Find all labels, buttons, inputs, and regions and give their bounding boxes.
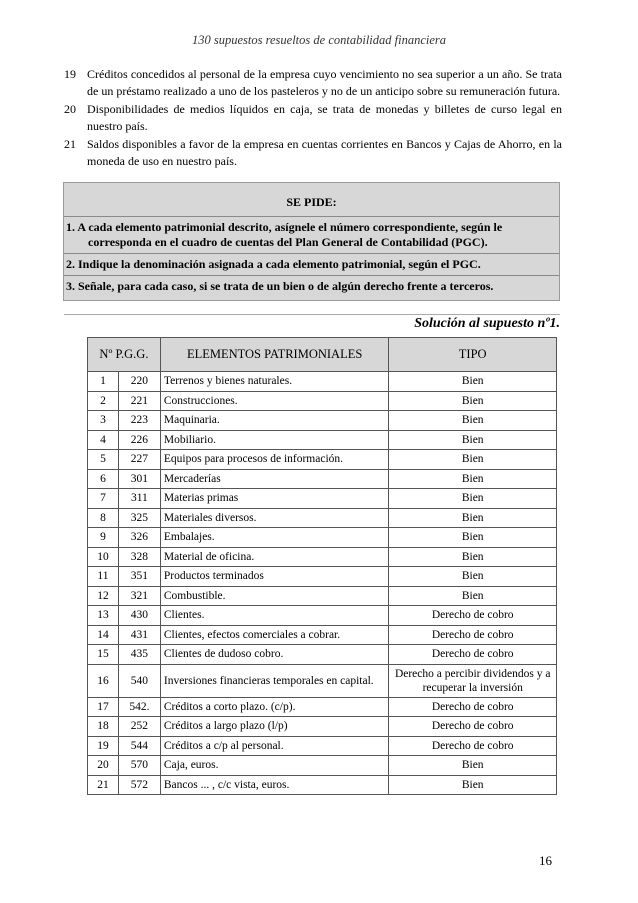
row-number: 1 (88, 372, 119, 392)
pgg-code: 328 (118, 547, 160, 567)
element-type: Bien (389, 508, 557, 528)
list-item (64, 101, 562, 134)
pgg-code: 223 (118, 411, 160, 431)
row-number: 17 (88, 697, 119, 717)
row-number: 8 (88, 508, 119, 528)
header-tipo: TIPO (389, 338, 557, 372)
page-number: 16 (539, 853, 552, 868)
table-row (88, 586, 557, 606)
header-num-pgg: Nº P.G.G. (88, 338, 161, 372)
element-name: Clientes, efectos comerciales a cobrar. (160, 625, 389, 645)
element-type: Bien (389, 411, 557, 431)
element-type: Bien (389, 372, 557, 392)
element-name: Créditos a c/p al personal. (160, 736, 389, 756)
table-row (88, 391, 557, 411)
task-box-title: SE PIDE: (286, 195, 337, 209)
row-number: 12 (88, 586, 119, 606)
element-type: Derecho de cobro (389, 645, 557, 665)
pgg-code: 226 (118, 430, 160, 450)
row-number: 4 (88, 430, 119, 450)
row-number: 14 (88, 625, 119, 645)
table-row (88, 489, 557, 509)
item-text: Disponibilidades de medios líquidos en caja, se trata de monedas y billetes de curso legal en nuestro país. (87, 102, 562, 133)
task-question-1-line2: corresponda en el cuadro de cuentas del Plan General de Contabilidad (PGC). (88, 235, 488, 249)
table-row (88, 717, 557, 737)
row-number: 11 (88, 567, 119, 587)
element-type: Bien (389, 430, 557, 450)
element-type: Bien (389, 567, 557, 587)
element-type: Derecho a percibir dividendos y a recuperar la inversión (389, 664, 557, 697)
table-row (88, 567, 557, 587)
pgg-code: 351 (118, 567, 160, 587)
pgg-code: 542. (118, 697, 160, 717)
element-name: Clientes. (160, 606, 389, 626)
table-row (88, 450, 557, 470)
pgg-code: 435 (118, 645, 160, 665)
item-number: 21 (64, 137, 76, 151)
row-number: 18 (88, 717, 119, 737)
element-name: Combustible. (160, 586, 389, 606)
table-row (88, 411, 557, 431)
pgg-code: 572 (118, 775, 160, 795)
solution-title: Solución al supuesto nº1. (414, 316, 560, 331)
row-number: 20 (88, 756, 119, 776)
element-name: Maquinaria. (160, 411, 389, 431)
element-type: Bien (389, 450, 557, 470)
table-row (88, 775, 557, 795)
element-type: Bien (389, 586, 557, 606)
element-name: Bancos ... , c/c vista, euros. (160, 775, 389, 795)
item-list (64, 66, 562, 171)
pgg-code: 301 (118, 469, 160, 489)
element-type: Bien (389, 391, 557, 411)
row-number: 10 (88, 547, 119, 567)
row-number: 3 (88, 411, 119, 431)
table-row (88, 372, 557, 392)
element-name: Terrenos y bienes naturales. (160, 372, 389, 392)
element-name: Equipos para procesos de información. (160, 450, 389, 470)
pgg-code: 220 (118, 372, 160, 392)
pgg-code: 430 (118, 606, 160, 626)
element-type: Derecho de cobro (389, 697, 557, 717)
item-text: Saldos disponibles a favor de la empresa en cuentas corrientes en Bancos y Cajas de Ahorro, en la moneda de uso en nuestro país. (87, 137, 562, 168)
element-name: Créditos a corto plazo. (c/p). (160, 697, 389, 717)
item-number: 19 (64, 67, 76, 81)
pgg-code: 311 (118, 489, 160, 509)
pgg-code: 540 (118, 664, 160, 697)
element-type: Bien (389, 756, 557, 776)
element-type: Derecho de cobro (389, 717, 557, 737)
page-header: 130 supuestos resueltos de contabilidad financiera (191, 33, 447, 47)
element-type: Bien (389, 775, 557, 795)
task-question-3: 3. Señale, para cada caso, si se trata de un bien o de algún derecho frente a terceros. (64, 275, 559, 297)
row-number: 15 (88, 645, 119, 665)
solution-table (87, 337, 557, 795)
element-type: Bien (389, 547, 557, 567)
table-row (88, 430, 557, 450)
element-type: Bien (389, 489, 557, 509)
list-item (64, 136, 562, 169)
element-name: Inversiones financieras temporales en capital. (160, 664, 389, 697)
element-name: Mobiliario. (160, 430, 389, 450)
row-number: 19 (88, 736, 119, 756)
element-name: Materiales diversos. (160, 508, 389, 528)
element-name: Material de oficina. (160, 547, 389, 567)
header-elementos: ELEMENTOS PATRIMONIALES (160, 338, 389, 372)
table-row (88, 697, 557, 717)
pgg-code: 321 (118, 586, 160, 606)
separator-line (64, 314, 560, 315)
pgg-code: 544 (118, 736, 160, 756)
element-name: Materias primas (160, 489, 389, 509)
table-header-row (88, 338, 557, 372)
row-number: 7 (88, 489, 119, 509)
element-name: Clientes de dudoso cobro. (160, 645, 389, 665)
pgg-code: 570 (118, 756, 160, 776)
pgg-code: 325 (118, 508, 160, 528)
pgg-code: 326 (118, 528, 160, 548)
row-number: 2 (88, 391, 119, 411)
table-row (88, 736, 557, 756)
pgg-code: 252 (118, 717, 160, 737)
element-type: Derecho de cobro (389, 736, 557, 756)
element-name: Caja, euros. (160, 756, 389, 776)
element-name: Mercaderías (160, 469, 389, 489)
element-type: Bien (389, 469, 557, 489)
table-row (88, 547, 557, 567)
pgg-code: 227 (118, 450, 160, 470)
pgg-code: 431 (118, 625, 160, 645)
element-name: Productos terminados (160, 567, 389, 587)
row-number: 16 (88, 664, 119, 697)
element-type: Bien (389, 528, 557, 548)
table-row (88, 625, 557, 645)
task-question-2: 2. Indique la denominación asignada a cada elemento patrimonial, según el PGC. (64, 253, 559, 275)
element-name: Créditos a largo plazo (l/p) (160, 717, 389, 737)
list-item (64, 66, 562, 99)
row-number: 21 (88, 775, 119, 795)
table-row (88, 508, 557, 528)
table-row (88, 756, 557, 776)
task-box (63, 182, 560, 301)
table-row (88, 528, 557, 548)
row-number: 6 (88, 469, 119, 489)
pgg-code: 221 (118, 391, 160, 411)
element-type: Derecho de cobro (389, 625, 557, 645)
task-question-1 (64, 216, 559, 253)
row-number: 5 (88, 450, 119, 470)
row-number: 9 (88, 528, 119, 548)
element-name: Embalajes. (160, 528, 389, 548)
element-type: Derecho de cobro (389, 606, 557, 626)
table-row (88, 664, 557, 697)
task-question-1-line1: 1. A cada elemento patrimonial descrito, asígnele el número correspondiente, según le (66, 220, 503, 234)
item-number: 20 (64, 102, 76, 116)
item-text: Créditos concedidos al personal de la empresa cuyo vencimiento no sea superior a un año. Se trata de un préstamo realizado a uno de los pasteleros y no de un anticipo sobre su remuneración futura. (87, 67, 562, 98)
table-row (88, 469, 557, 489)
table-row (88, 606, 557, 626)
row-number: 13 (88, 606, 119, 626)
element-name: Construcciones. (160, 391, 389, 411)
table-row (88, 645, 557, 665)
